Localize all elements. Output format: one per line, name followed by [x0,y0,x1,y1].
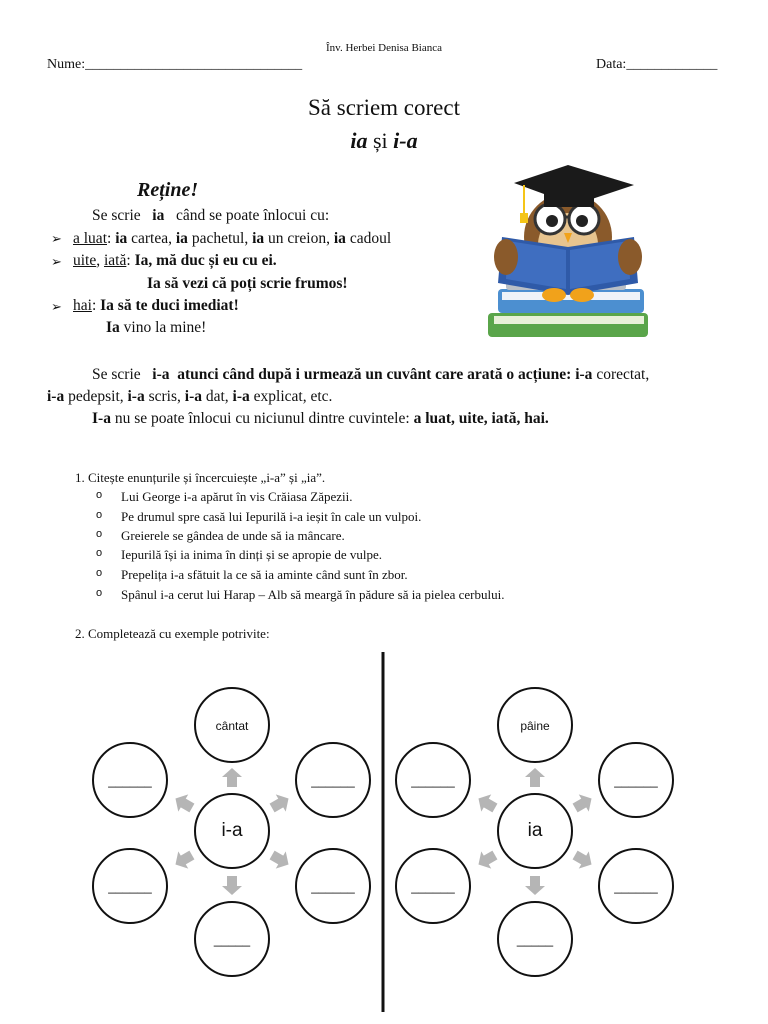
blank-circle-text: ______ [311,879,355,894]
page-title: Să scriem corect [308,95,460,120]
exercise2-title: 2. Completează cu exemple potrivite: [75,626,270,641]
blank-circle-text: ______ [614,879,658,894]
rule-a-luat [73,230,391,248]
colon: : [126,252,135,269]
ia-word: ia [333,230,346,247]
rule-text: Se scrie [92,366,145,383]
example-text: dat, [201,388,233,405]
circle-bullet-icon: o [96,528,103,540]
arrow-bullet-icon: ➢ [51,255,62,270]
blank-circle-text: ______ [614,773,658,788]
subtitle-i-a: i-a [393,128,418,153]
example-text: pachetul, [187,230,253,247]
top-circle-text: cântat [215,719,249,733]
i-a-word: i-a [127,388,145,405]
blank-circle-text: _____ [516,932,554,947]
i-a-word: i-a [575,366,593,383]
arrow-icon [525,876,545,895]
rule-bold-text: a luat, uite, iată, hai. [413,410,549,427]
example-bold: Ia, mă duc și eu cu ei. [134,252,277,269]
blank-circle-text: ______ [108,879,152,894]
circle-bullet-icon: o [96,509,103,521]
blank-circle-text: ______ [411,773,455,788]
colon: : [107,230,116,247]
example-bold: Ia să te duci imediat! [100,297,239,314]
rule-text: nu se poate înlocui cu niciunul dintre cuvintele: [110,410,414,427]
example-text: un creion, [264,230,334,247]
exercise1-sentence: Greierele se gândea de unde să ia mâncare. [121,528,345,543]
exercise1-sentence: Prepelița i-a sfătuit la ce să ia aminte când sunt în zbor. [121,567,408,582]
remember-heading: Reține! [137,179,199,201]
rule-uite-example2 [147,275,348,293]
rule-i-a-line1 [92,366,649,384]
i-a-word: i-a [184,388,202,405]
example-text: scris, [144,388,185,405]
word-web-diagram [0,645,768,1024]
arrow-bullet-icon: ➢ [51,232,62,247]
word-web-ia [396,688,673,976]
key-word: iată [104,252,127,269]
rule-word: ia [152,207,165,224]
colon: : [91,297,101,314]
arrow-icon [570,790,596,817]
rule-ia-intro [92,207,329,225]
exercise1-sentence: Spânul i-a cerut lui Harap – Alb să meargă în pădure să ia pielea cerbului. [121,587,505,602]
name-label: Nume: [47,57,86,72]
comma: , [96,252,104,269]
ia-word: ia [252,230,265,247]
exercise1-title: 1. Citește enunțurile și încercuiește „i-a” și „ia”. [75,470,326,485]
rule-text: Se scrie [92,207,145,224]
top-circle-text: pâine [520,719,550,733]
ia-word: Ia [106,319,120,336]
rule-hai [73,297,239,315]
arrow-icon [525,768,545,787]
example-text: explicat, etc. [249,388,333,405]
rule-i-a-line2 [47,388,332,406]
name-blank: _______________________________ [85,57,303,72]
date-label: Data: [596,57,627,72]
circle-bullet-icon: o [96,547,103,559]
arrow-icon [222,768,242,787]
arrow-icon [473,846,499,873]
page-subtitle [0,128,768,154]
arrow-icon [570,846,596,873]
key-word: uite [73,252,97,269]
arrow-icon [473,790,499,817]
example-text: cartea, [127,230,176,247]
rule-hai-example2 [106,319,206,337]
circle-bullet-icon: o [96,489,103,501]
exercise1-sentence: Lui George i-a apărut în vis Crăiasa Zăpezii. [121,489,353,504]
example-text: cadoul [345,230,392,247]
center-circle-text: i-a [221,820,243,841]
arrow-icon [267,846,293,873]
example-text: pedepsit, [64,388,128,405]
name-field [47,57,302,73]
ia-word: ia [175,230,188,247]
key-word: hai [73,297,92,314]
exercise1-sentence: Iepurilă își ia inima în dinți și se apropie de vulpe. [121,547,383,562]
blank-circle-text: ______ [411,879,455,894]
rule-i-a-line3 [92,410,549,428]
rule-text: când se poate înlocui cu: [172,207,330,224]
exercise1-sentence: Pe drumul spre casă lui Iepurilă i-a ieșit în cale un vulpoi. [121,509,422,524]
example-text: vino la mine! [119,319,207,336]
i-a-word: i-a [232,388,250,405]
example-bold: Ia să vezi că poți scrie frumos! [147,275,348,292]
key-word: a luat [73,230,107,247]
arrow-icon [267,790,293,817]
circle-bullet-icon: o [96,567,103,579]
arrow-icon [170,790,196,817]
rule-uite [73,252,277,270]
blank-circle-text: ______ [311,773,355,788]
arrow-icon [170,846,196,873]
owl-reading-illustration [484,155,656,345]
date-blank: _____________ [626,57,718,72]
example-text: corectat, [592,366,650,383]
i-a-word: i-a [47,388,65,405]
center-circle-text: ia [527,820,543,841]
word-web-i-a [93,688,370,976]
blank-circle-text: _____ [213,932,251,947]
subtitle-ia: ia [350,128,368,153]
date-field [596,57,717,73]
circle-bullet-icon: o [96,587,103,599]
arrow-bullet-icon: ➢ [51,300,62,315]
subtitle-and: și [367,128,394,153]
i-a-word: I-a [92,410,111,427]
i-a-word: i-a [152,366,170,383]
arrow-icon [222,876,242,895]
ia-word: ia [115,230,128,247]
rule-bold-text: atunci când după i urmează un cuvânt care arată o acțiune: [173,366,576,383]
blank-circle-text: ______ [108,773,152,788]
author-line: Înv. Herbei Denisa Bianca [326,42,442,54]
